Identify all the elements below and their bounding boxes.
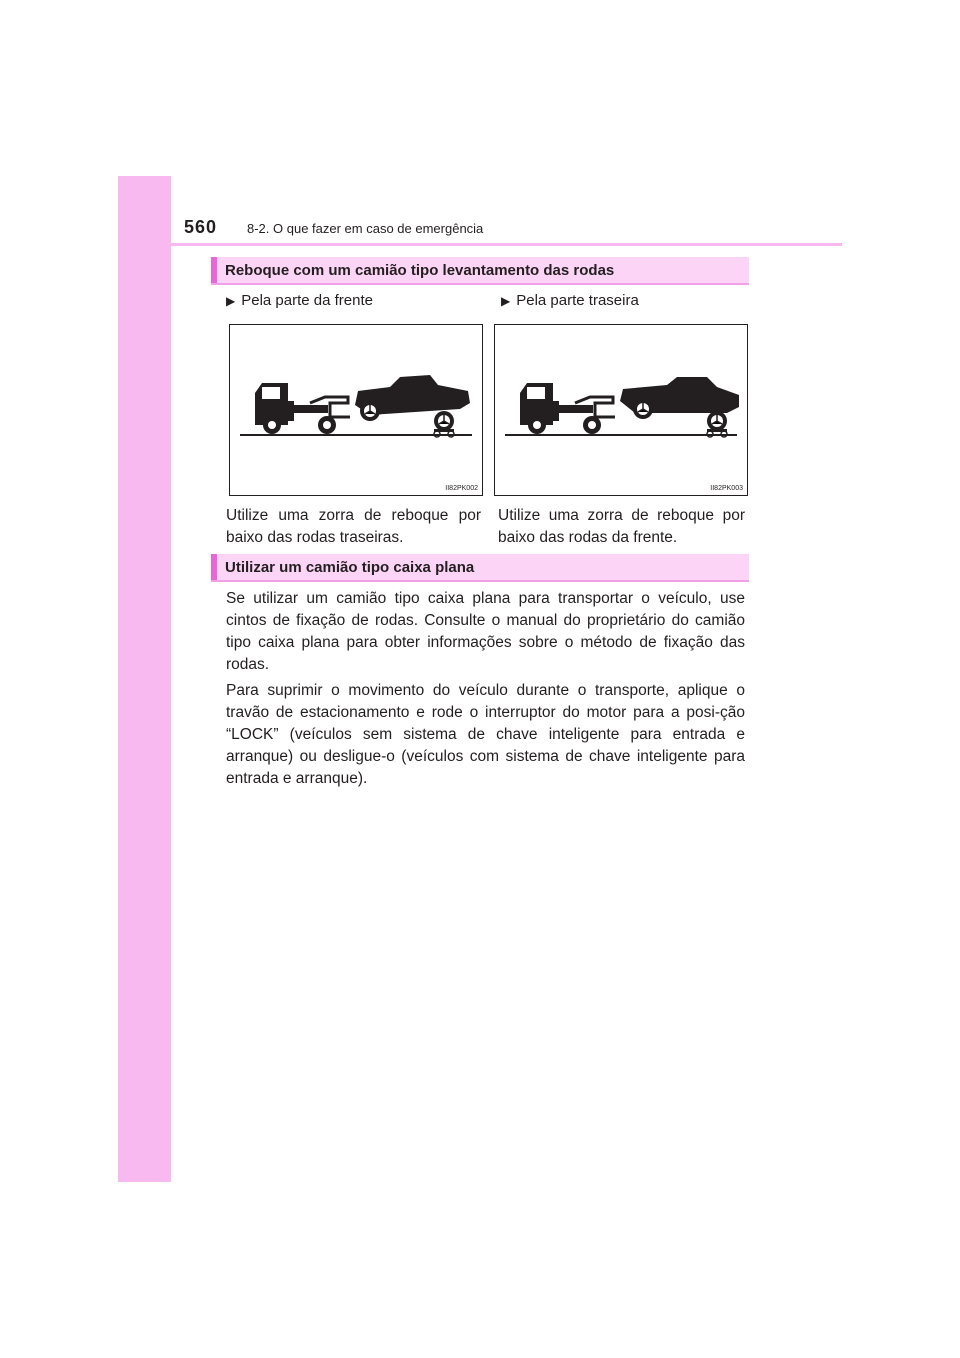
triangle-bullet-icon: ▶ — [226, 294, 236, 308]
section-heading-wheel-lift — [211, 257, 749, 285]
figure-code: II82PK003 — [710, 485, 743, 492]
caption-rear: Utilize uma zorra de reboque por baixo das rodas da frente. — [498, 507, 745, 546]
figure-code: II82PK002 — [445, 485, 478, 492]
page-number: 560 — [184, 217, 218, 237]
bullet-label: Pela parte da frente — [241, 292, 373, 309]
paragraph-flatbed-straps: Se utilizar um camião tipo caixa plana para transportar o veículo, use cintos de fixação de rodas. Consulte o manual do proprietário do camião tipo caixa plana para obter informações sobre o método de fixação das rodas. — [226, 590, 745, 673]
triangle-bullet-icon: ▶ — [501, 294, 511, 308]
caption-front: Utilize uma zorra de reboque por baixo das rodas traseiras. — [226, 507, 481, 546]
figure-tow-front — [229, 324, 483, 496]
tow-truck-illustration — [495, 325, 749, 497]
section-heading-text: Reboque com um camião tipo levantamento das rodas — [225, 262, 615, 279]
chapter-side-tab — [118, 176, 171, 1182]
bullet-from-rear — [501, 292, 639, 309]
chapter-title: 8-2. O que fazer em caso de emergência — [247, 221, 484, 236]
bullet-label: Pela parte traseira — [516, 292, 639, 309]
tow-truck-illustration — [230, 325, 484, 497]
figure-tow-rear — [494, 324, 748, 496]
bullet-from-front — [226, 292, 373, 309]
header-rule — [118, 243, 842, 246]
section-heading-flatbed — [211, 554, 749, 582]
paragraph-parking-brake: Para suprimir o movimento do veículo durante o transporte, aplique o travão de estacionamento e rode o interruptor do motor para a posi-ção “LOCK” (veículos sem sistema de chave inteligente para entrada e arranque) ou desligue-o (veículos com sistema de chave inteligente para entrada e arranque). — [226, 682, 745, 787]
section-heading-text: Utilizar um camião tipo caixa plana — [225, 559, 475, 576]
